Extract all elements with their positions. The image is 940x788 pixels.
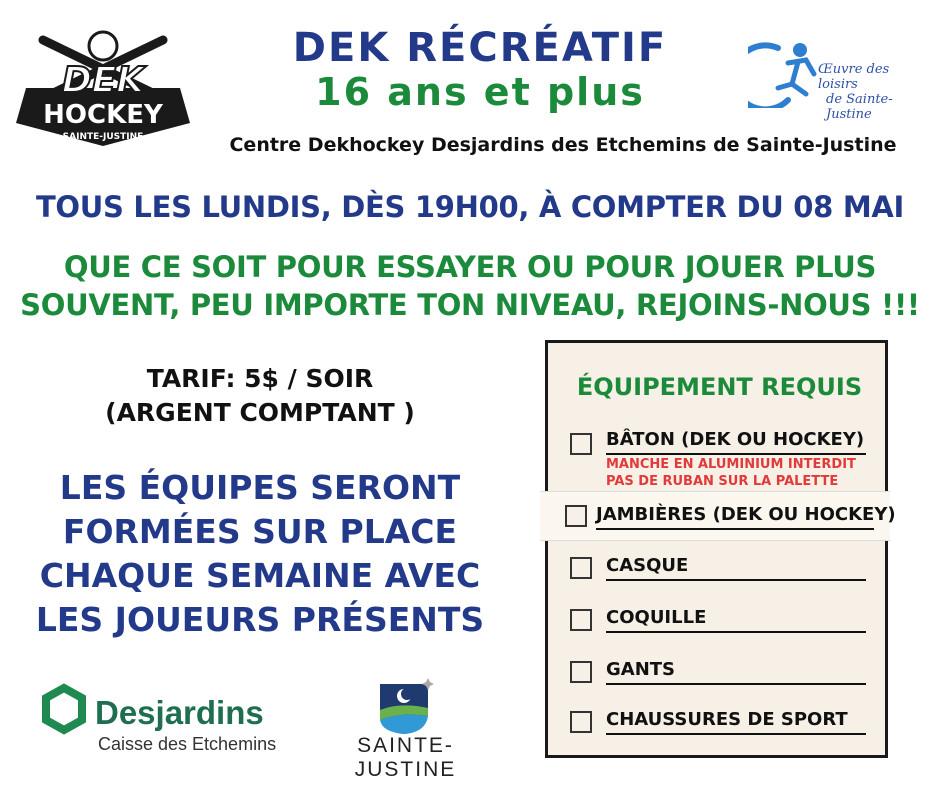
item-label-chaussures: CHAUSSURES DE SPORT [606, 709, 848, 730]
equipment-checklist [545, 340, 896, 758]
checkbox-baton[interactable] [570, 433, 592, 455]
dek-logo-line3: SAINTE-JUSTINE [62, 132, 144, 142]
dek-hockey-logo [8, 18, 198, 153]
tarif-line-2: (ARGENT COMPTANT ) [105, 398, 415, 427]
checklist-item-gants [548, 657, 885, 687]
checkbox-casque[interactable] [570, 557, 592, 579]
dek-logo-line2: HOCKEY [43, 100, 163, 130]
page-title: DEK RÉCRÉATIF [292, 25, 668, 71]
moon-landscape-icon [370, 676, 440, 736]
teams-line-2: FORMÉES SUR PLACE [62, 512, 458, 551]
invite-line-2: SOUVENT, PEU IMPORTE TON NIVEAU, REJOINS-NOUS !!! [20, 288, 920, 322]
venue-name: Centre Dekhockey Desjardins des Etchemins de Sainte-Justine [229, 134, 897, 156]
checkbox-jambieres[interactable] [565, 505, 587, 527]
checklist-item-baton [548, 429, 885, 489]
item-note-ruban: PAS DE RUBAN SUR LA PALETTE [606, 474, 839, 489]
teams-line-1: LES ÉQUIPES SERONT [59, 468, 461, 507]
invite-line-1: QUE CE SOIT POUR ESSAYER OU POUR JOUER PLUS [63, 250, 877, 284]
schedule-text: TOUS LES LUNDIS, DÈS 19H00, À COMPTER DU 08 MAI [35, 190, 905, 224]
checklist-item-coquille [548, 605, 885, 635]
equipment-title: ÉQUIPEMENT REQUIS [576, 373, 863, 401]
item-label-coquille: COQUILLE [606, 607, 707, 628]
item-label-casque: CASQUE [606, 555, 689, 576]
checkbox-chaussures[interactable] [570, 711, 592, 733]
dek-logo-line1: DEK [61, 60, 145, 101]
tarif-line-1: TARIF: 5$ / SOIR [146, 364, 374, 393]
item-label-jambieres: JAMBIÈRES (DEK OU HOCKEY) [596, 504, 896, 525]
item-label-baton: BÂTON (DEK OU HOCKEY) [606, 429, 865, 450]
checklist-item-jambieres [540, 491, 896, 541]
loisirs-line1: Œuvre des loisirs [818, 62, 890, 92]
page-subtitle: 16 ans et plus [315, 70, 645, 114]
desjardins-name: Desjardins [95, 694, 264, 731]
item-label-gants: GANTS [606, 659, 676, 680]
desjardins-sub: Caisse des Etchemins [98, 734, 277, 754]
loisirs-logo-text [818, 62, 928, 122]
teams-line-4: LES JOUEURS PRÉSENTS [35, 600, 485, 639]
checkbox-gants[interactable] [570, 661, 592, 683]
teams-line-3: CHAQUE SEMAINE AVEC [39, 556, 481, 595]
sainte-justine-name: SAINTE-JUSTINE [354, 734, 457, 781]
checklist-item-chaussures [548, 707, 885, 737]
loisirs-line2: de Sainte-Justine [826, 92, 893, 122]
hexagon-icon [46, 688, 82, 730]
runner-icon [748, 43, 814, 108]
checklist-item-casque [548, 553, 885, 583]
checkbox-coquille[interactable] [570, 609, 592, 631]
item-note-aluminium: MANCHE EN ALUMINIUM INTERDIT [606, 457, 856, 472]
